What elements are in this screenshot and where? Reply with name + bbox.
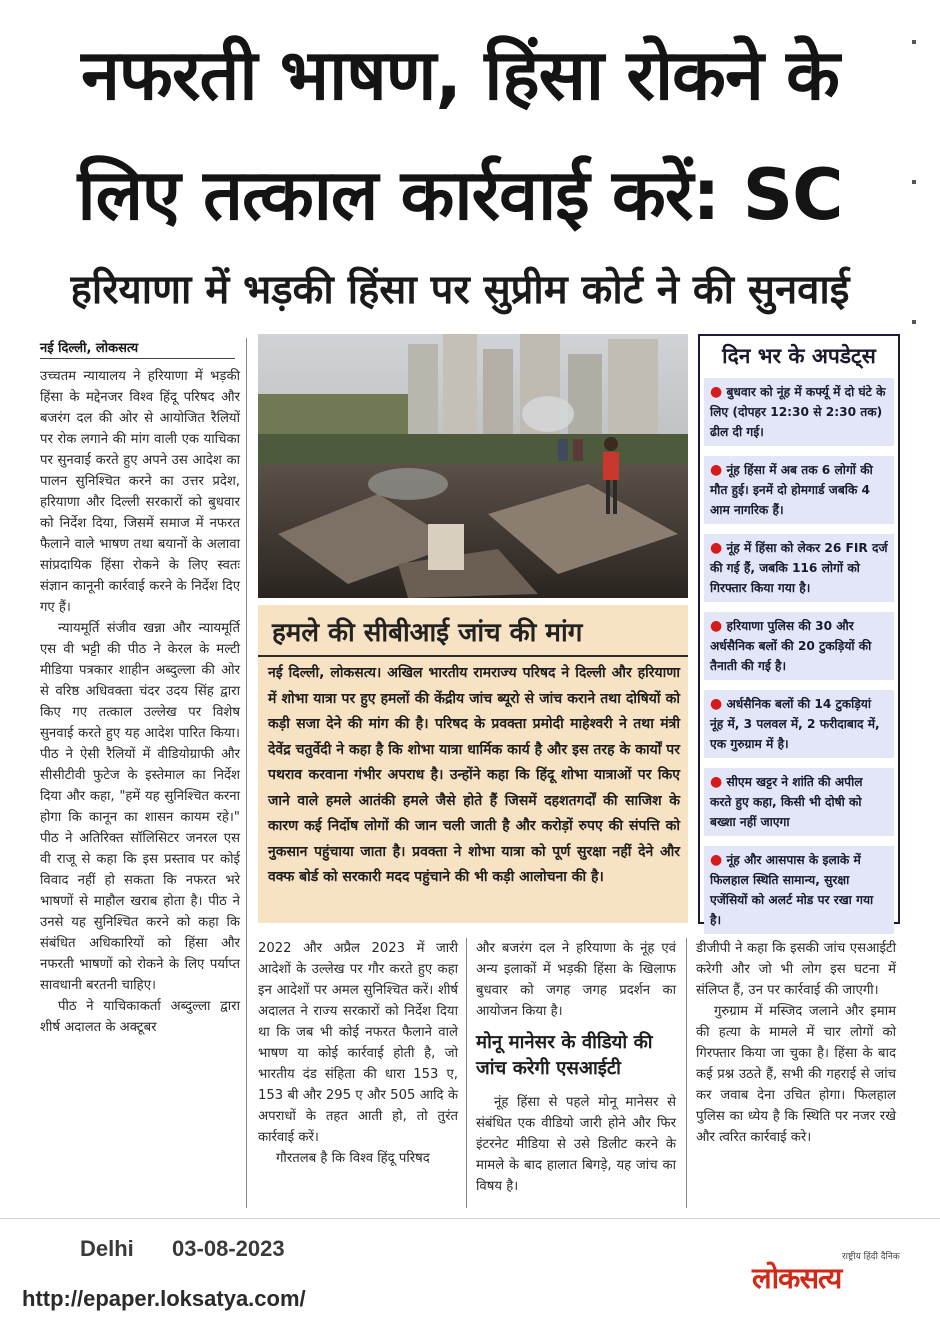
bullet-icon: ● [710,618,723,634]
headline-line-1: नफरती भाषण, हिंसा रोकने के [81,34,839,116]
column-4-text-2: गुरुग्राम में मस्जिद जलाने और इमाम की हत्या के मामले में चार लोगों को गिरफ्तार किया जा चुका है। हिंसा के बाद कई प्रश्न उठते हैं, सभी की गहराई से जांच कर जवाब देना उचित होगा। फिलहाल पुलिस का ध्येय है कि स्थिति पर नजर रखे और त्वरित कार्रवाई करे। [696,1004,896,1145]
column-3 [476,938,676,1022]
updates-panel [698,334,900,927]
edition-label: Delhi [80,1236,134,1261]
update-item: ● बुधवार को नूंह में कर्फ्यू में दो घंटे के लिए (दोपहर 12:30 से 2:30 तक) ढील दी गई। [704,378,894,446]
issue-date: 03-08-2023 [172,1236,285,1261]
update-item: ● नूंह हिंसा में अब तक 6 लोगों की मौत हुई। इनमें दो होमगार्ड जबकि 4 आम नागरिक हैं। [704,456,894,524]
column-3-text-2: नूंह हिंसा से पहले मोनू मानेसर से संबंधित एक वीडियो जारी होने और फिर इंटरनेट मीडिया से उसे डिलीट करने के मामले के बाद हालात बिगड़े, यह जांच का विषय है। [476,1095,676,1194]
edge-mark [912,320,916,324]
main-story-para-3: पीठ ने याचिकाकर्ता अब्दुल्ला द्वारा शीर्ष अदालत के अक्टूबर [40,999,240,1035]
bullet-icon: ● [710,462,723,478]
column-divider [686,938,687,1208]
edge-mark [912,180,916,184]
footer-divider [0,1218,940,1219]
updates-list [704,378,894,944]
footer-edition-date [80,1236,285,1262]
bullet-icon: ● [710,852,723,868]
box-divider [258,655,688,657]
box-title: हमले की सीबीआई जांच की मांग [272,618,583,648]
column-divider [466,938,467,1208]
bullet-icon: ● [710,774,723,790]
update-item: ● सीएम खट्टर ने शांति की अपील करते हुए कहा, किसी भी दोषी को बख्शा नहीं जाएगा [704,768,894,836]
cbi-probe-box [258,605,688,923]
main-story-para-1: उच्चतम न्यायालय ने हरियाणा में भड़की हिंसा के मद्देनजर विश्व हिंदू परिषद और बजरंग दल की ओर से आयोजित रैलियों पर रोक लगाने की मांग वाली एक याचिका पर सुनवाई करते हुए अपने उस आदेश का पालन सुनिश्चित करने का उत्तर प्रदेश, हरियाणा और दिल्ली सरकारों को बुधवार को निर्देश दिया, जिसमें समाज में नफरत फैलाने वाले भाषण तथा बयानों के अलावा सांप्रदायिक हिंसा रोकने के लिए स्वतः संज्ञान कानूनी कार्रवाई करने के निर्देश दिए गए हैं। [40,369,240,615]
updates-title: दिन भर के अपडेट्स [722,344,876,368]
update-item: ● हरियाणा पुलिस की 30 और अर्धसैनिक बलों की 20 टुकड़ियों की तैनाती की गई है। [704,612,894,680]
column-2 [258,938,458,1169]
column-3b [476,1092,676,1197]
column-4 [696,938,896,1148]
column-2-text: 2022 और अप्रैल 2023 में जारी आदेशों के उल्लेख पर गौर करते हुए कहा इन आदेशों पर अमल सुनिश्चित करें। शीर्ष अदालत ने राज्य सरकारों को निर्देश दिया था कि जब भी कोई नफरत फैलाने वाले भाषण या कोई कार्रवाई होती है, जो भारतीय दंड संहिता की धारा 153 ए, 153 बी और 295 ए और 505 आदि के अपराधों के तहत आती हो, तो तुरंत कार्रवाई करें। [258,941,458,1145]
column-3-text: और बजरंग दल ने हरियाणा के नूंह एवं अन्य इलाकों में भड़की हिंसा के खिलाफ बुधवार को जगह जगह प्रदर्शन का आयोजन किया है। [476,941,676,1019]
box-text: नई दिल्ली, लोकसत्य। अखिल भारतीय रामराज्य परिषद ने दिल्ली और हरियाणा में शोभा यात्रा पर हुए हमलों की केंद्रीय जांच ब्यूरो से जांच कराने तथा दोषियों को कड़ी सजा देने की मांग की है। परिषद के प्रवक्ता प्रमोदी माहेश्वरी ने तथा मंत्री देवेंद्र चतुर्वेदी ने कहा है कि शोभा यात्रा धार्मिक कार्य है और इस तरह के कार्यों पर पथराव करवाना गंभीर अपराध है। उन्होंने कहा कि हिंदू शोभा यात्राओं पर किए जाने वाले हमले आतंकी हमले जैसे होते हैं जिसमें दहशतगर्दों की साजिश के कारण कई निर्दोष लोगों की जान चली जाती है और करोड़ों रुपए की संपत्ति को नुकसान पहुंचाया जाता है। प्रवक्ता ने शोभा यात्रा को पूर्ण सुरक्षा नहीं देने और वक्फ बोर्ड को सरकारी मदद पहुंचाने की भी कड़ी आलोचना की है। [268,665,680,885]
bullet-icon: ● [710,540,723,556]
loksatya-logo: लोकसत्य [752,1261,842,1295]
sit-probe-heading: मोनू मानेसर के वीडियो की जांच करेगी एसआईटी [476,1032,653,1079]
update-item: ● नूंह और आसपास के इलाके में फिलहाल स्थिति सामान्य, सुरक्षा एजेंसियों को अलर्ट मोड पर रखा गया है। [704,846,894,934]
main-story [40,366,240,1038]
update-item: ● नूंह में हिंसा को लेकर 26 FIR दर्ज की गई हैं, जबकि 116 लोगों को गिरफ्तार किया गया है। [704,534,894,602]
column-4-text: डीजीपी ने कहा कि इसकी जांच एसआईटी करेगी और जो भी लोग इस घटना में संलिप्त हैं, उन पर कार्रवाई की जाएगी। [696,941,896,998]
brand-tagline: राष्ट्रीय हिंदी दैनिक [842,1252,900,1262]
update-item: ● अर्धसैनिक बलों की 14 टुकड़ियां नूंह में, 3 पलवल में, 2 फरीदाबाद में, एक गुरुग्राम में है। [704,690,894,758]
bullet-icon: ● [710,696,723,712]
epaper-link[interactable]: http://epaper.loksatya.com/ [22,1286,306,1311]
bullet-icon: ● [710,384,723,400]
edge-mark [912,40,916,44]
headline-line-2: लिए तत्काल कार्रवाई करें: SC [77,154,843,236]
column-2-text-2: गौरतलब है कि विश्व हिंदू परिषद [276,1151,430,1166]
main-story-para-2: न्यायमूर्ति संजीव खन्ना और न्यायमूर्ति एस वी भट्टी की पीठ ने केरल के मल्टी मीडिया पत्रकार शाहीन अब्दुल्ला की ओर से वरिष्ठ अधिवक्ता चंदर उदय सिंह द्वारा किए गए तत्काल उल्लेख पर विशेष सुनवाई करते हुए यह आदेश पारित किया। पीठ ने ऐसी रैलियों में वीडियोग्राफी और सीसीटीवी फुटेज के इस्तेमाल का निर्देश दिया और कहा, "हमें यह सुनिश्चित करना होगा कि कानून का शासन कायम रहे।" पीठ ने अतिरिक्त सॉलिसिटर जनरल एस वी राजू से कहा कि इस प्रस्ताव पर कोई विवाद नहीं हो सकता कि नफरत भरे भाषणों से माहौल खराब होता है। पीठ ने उनसे यह सुनिश्चित करने को कहा कि संबंधित अधिकारियों को हिंसा और नफरती भाषणों को रोकने के लिए पर्याप्त सावधानी बरतनी चाहिए। [40,621,240,993]
subheadline: हरियाणा में भड़की हिंसा पर सुप्रीम कोर्ट ने की सुनवाई [70,267,850,313]
burnt-debris-image [258,334,688,598]
column-divider [246,338,247,1208]
news-photo [258,334,688,598]
dateline: नई दिल्ली, लोकसत्य [40,338,235,359]
